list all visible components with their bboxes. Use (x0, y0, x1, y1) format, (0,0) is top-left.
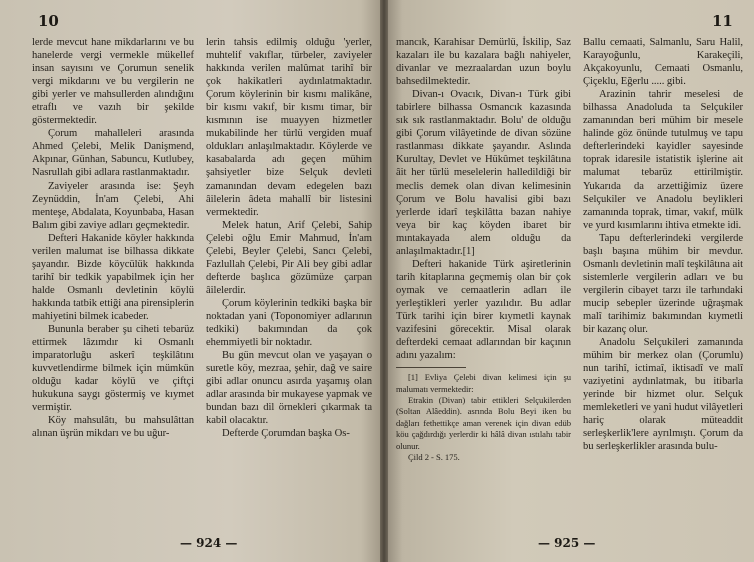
right-page-footer-number: — 925 — (538, 536, 596, 550)
footnote-line: [1] Evliya Çelebi divan kelimesi için şu malumatı vermektedir: (396, 372, 571, 394)
paragraph: Defteri Hakanide köyler hakkında verilen malumat ise bilhassa dikkate şayandır. Bizde köycülük hakkında tarihî bir tedkik yapabilmek için her halde Osmanlı devletinin köylü hakkında tatbik ettiği ana pirensiplerin mahiyetini bilmek icabeder. (32, 232, 194, 322)
paragraph: Divan-ı Ovacık, Divan-ı Türk gibi tabirlere bilhassa Osmancık kazasında sık sık rastlanmaktadır. Bolu' de olduğu gibi Çorum vilâyetinde de divan sözüne rastlanması dikkate şayandır. Aslında Kurultay, Devlet ve Hükûmet teşkilâtına âit her türlü meselelerin halledildiği bir meclis demek olan divan kelimesinin Çorum ve Bolu havalisi gibi bazı yerlerde idarî teşkilâtta bazan nahiye veya bir kaç köyden ibaret bir mıntakayada alem olduğu da anlaşılmaktadır.[1] (396, 89, 571, 257)
paragraph: mancık, Karahisar Demürlü, İskilip, Saz kazaları ile bu kazalara bağlı nahiyeler, divanlar ve mezraalardan uzun boylu bahsedilmektedir. (396, 37, 571, 88)
left-page-number: 10 (38, 12, 59, 30)
paragraph: Arazinin tahrir meselesi de bilhassa Anadoluda ta Selçukiler zamanından beri mühim bir mesele halinde göz önünde tutulmuş ve tapu defterlerindeki kayidler sayesinde toprak idaresile istatistik işlerine ait malumat tebarüz ettirilmiştir. Yukarıda da arzettiğimiz üzere Selçukiler ve Anadolu beylikleri zamanında toprak, timar, vakıf, mülk ve yurd kısımlarını ihtiva etmekte idi. (583, 89, 743, 231)
paragraph: Anadolu Selçukileri zamanında mühim bir merkez olan (Çorumlu) nun tarihî, ictimaî, iktisadî ve malî vaziyetini aydınlatmak, bu itibarla yerinde bir hizmet olur. Selçuk memleketleri ve yani hudut vilâyetleri hariç olarak müteaddit serleşkerlik'lere ayrılmıştı. Çorum da bu serleşkerlikler arasında bulu- (583, 337, 743, 453)
footnote-block (396, 372, 571, 463)
right-page-number: 11 (712, 12, 733, 30)
footnote-citation: Çild 2 - S. 175. (408, 452, 460, 463)
left-page-column-1 (32, 36, 194, 440)
right-page-column-2 (583, 36, 743, 454)
paragraph: Melek hatun, Arif Çelebi, Sahip Çelebi oğlu Emir Mahmud, İn'am Çelebi, Beyler Çelebi, Sancı Çelebi, Fazlullah Çelebi, Pir Ali bey gibi adlar defterde başlıca gözümüze çarpan âilelerdir. (206, 219, 372, 296)
left-page-column-2 (206, 36, 372, 440)
paragraph: lerin tahsis edilmiş olduğu 'yerler, muhtelif vakıflar, türbeler, zaviyeler hakkında verilen malûmat tarihî bir çok hakikatleri aydınlatmaktadır. Çorum köylerinin bir kısmı malikâne, bir kısmı vakıf, bir kısmı timar, bir kısmının ise muayyen hizmetler mukabilinde her türlü vergiden muaf oldukları anlaşılmaktadır. Köylerde ve kasabalarda adı geçen mühim şahsiyetler bize Selçuk devleti zamanından devam edegelen bazı âilelerin âdeta mahallî bir listesini vermektedir. (206, 37, 372, 218)
right-page (384, 0, 754, 562)
paragraph: Tapu defterlerindeki vergilerde başlı başına mühim bir mevdur. Osmanlı devletinin malî teşkilâtına ait sistemlerle vergilerin adları ve bu vergilerin cibayet tarzı ile tarhındaki mucip sebepler üzerinde uğraşmak malî tarihimiz bakımından kıymetli bir kazanç olur. (583, 232, 743, 336)
paragraph: Defterde Çorumdan başka Os- (222, 428, 350, 440)
paragraph: Köy mahsulâtı, bu mahsulâttan alınan üşrün mikdarı ve bu uğur- (32, 415, 194, 440)
book-gutter (380, 0, 388, 562)
paragraph: Ballu cemaati, Salmanlu, Saru Halil, Karayoğunlu, Karakeçili, Akçakoyunlu, Cemaati Osmanlu, Çiçeklu, Eğerlu ..... gibi. (583, 37, 743, 88)
footnote-line: Etrakin (Divan) tabir ettikleri Selçukilerden (Soltan Alâeddin). asrında Bolu Beyi iken bu dağları fethettikçe aman verenek için divan edüb köu çağdırdığı yerlerdir ki hâlâ divan ıstılahı tabir olunur. (396, 394, 571, 451)
paragraph: Bu gün mevcut olan ve yaşayan o suretle köy, mezraa, şehir, dağ ve saire gibi adlar onuncu asırda yaşamış olan adlar arasında bir mukayese yapmak ve bundan bazı dil örnekleri çıkarmak ta kabil olacaktır. (206, 350, 372, 427)
right-page-column-1-text (396, 36, 571, 362)
paragraph: Defteri hakanide Türk aşiretlerinin tarih kitaplarına geçmemiş olan bir çok oymak ve cemaatlerin adları ile yerleştikleri yerler yazılıdır. Bu adlar Türk tarihi için birer kıymetli kaynak vazifesini görecektir. Misal olarak defterdeki cemaat adlarından bir kaçının adını yazalım: (396, 258, 571, 362)
right-page-column-1 (396, 36, 571, 463)
paragraph: Çorum köylerinin tedkiki başka bir noktadan yani (Toponomiyer adlarının tedkiki) bakımından da çok ehemmiyetli bir noktadır. (206, 297, 372, 349)
paragraph: Bununla beraber şu ciheti tebarüz ettirmek lâzımdır ki Osmanlı imparatorluğu askerî teşkilâtını kuvvetlendirme bilmek için mümkün olduğu kadar köylü ve çiftçi hukukuna saygı göstermiş ve kıymet vermiştir. (32, 324, 194, 414)
paragraph: Zaviyeler arasında ise: Şeyh Zeynüddin, İn'am Çelebi, Ahi menteşe, Abdalata, Koyunbaba, Hasan Balım gibi zaviye adları geçmektedir. (32, 180, 194, 231)
footnote-rule (396, 367, 466, 368)
paragraph: Çorum mahalleleri arasında Ahmed Çelebi, Melik Danişmend, Akpınar, Günhan, Sabuncu, Kutlubey, Nasrullah gibi adlara rastlanmaktadır. (32, 128, 194, 179)
paragraph: lerde mevcut hane mikdarlarını ve bu hanelerde vergi vermekle mükellef insan sayısını ve Çorumun senelik vergi mikdarını ve bu vergilerin ne gibi yerler ve mahsullerden alındığını etraflı ve vazıh bir şekilde göstermektedir. (32, 37, 194, 127)
left-page-footer-number: — 924 — (180, 536, 238, 550)
